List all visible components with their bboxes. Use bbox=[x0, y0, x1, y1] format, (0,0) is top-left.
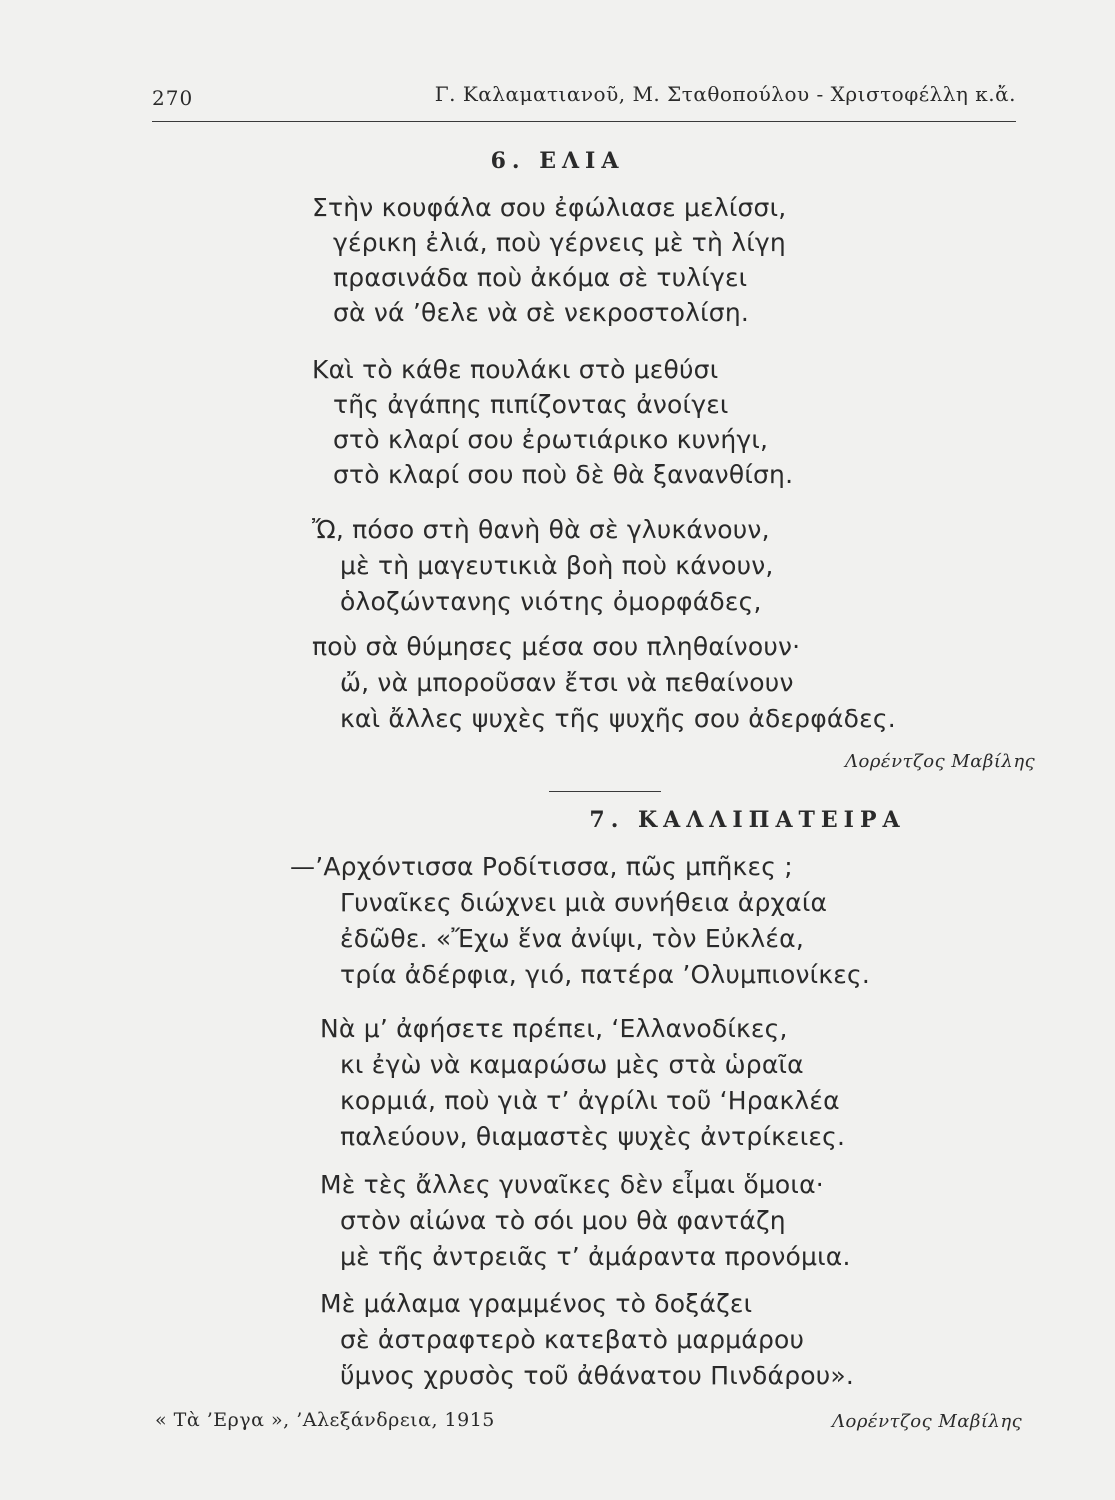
poem-line: σὰ νά ’θελε νὰ σὲ νεκροστολίση. bbox=[333, 298, 750, 327]
poem-line: Μὲ μάλαμα γραμμένος τὸ δοξάζει bbox=[320, 1289, 753, 1318]
poem-line: παλεύουν, θιαμαστὲς ψυχὲς ἀντρίκειες. bbox=[340, 1122, 846, 1151]
poem-line: Μὲ τὲς ἄλλες γυναῖκες δὲν εἶμαι ὅμοια· bbox=[320, 1170, 824, 1199]
poem-line: γέρικη ἐλιά, ποὺ γέρνεις μὲ τὴ λίγη bbox=[333, 228, 786, 257]
poem-line: μὲ τῆς ἀντρειᾶς τ’ ἀμάραντα προνόμια. bbox=[340, 1242, 851, 1271]
poem-line: πρασινάδα ποὺ ἀκόμα σὲ τυλίγει bbox=[333, 263, 748, 292]
poem-line: Στὴν κουφάλα σου ἐφώλιασε μελίσσι, bbox=[312, 193, 787, 222]
running-head: Γ. Καλαματιανοῦ, Μ. Σταθοπούλου - Χριστοφέλλη κ.ἄ. bbox=[434, 82, 1016, 106]
poem-author: Λορέντζος Μαβίλης bbox=[832, 1411, 1023, 1432]
poem-line: ἐδῶθε. «Ἔχω ἕνα ἀνίψι, τὸν Εὐκλέα, bbox=[340, 924, 804, 953]
poem-title: 6. ΕΛΙΑ bbox=[490, 148, 625, 174]
poem-line: σὲ ἀστραφτερὸ κατεβατὸ μαρμάρου bbox=[340, 1325, 805, 1354]
poem-line: κι ἐγὼ νὰ καμαρώσω μὲς στὰ ὡραῖα bbox=[340, 1050, 804, 1079]
poem-line: στὸ κλαρί σου ἐρωτιάρικο κυνήγι, bbox=[333, 425, 769, 454]
poem-line: κορμιά, ποὺ γιὰ τ’ ἀγρίλι τοῦ ‘Ηρακλέα bbox=[340, 1086, 840, 1115]
poem-line: Γυναῖκες διώχνει μιὰ συνήθεια ἀρχαία bbox=[340, 888, 828, 917]
poem-line: τρία ἀδέρφια, γιό, πατέρα ’Ολυμπιονίκες. bbox=[340, 960, 871, 989]
poem-line: Νὰ μ’ ἀφήσετε πρέπει, ‘Ελλανοδίκες, bbox=[320, 1014, 788, 1043]
page-number: 270 bbox=[152, 86, 194, 110]
poem-line: στὸν αἰώνα τὸ σόι μου θὰ φαντάζη bbox=[340, 1206, 786, 1235]
poem-line: τῆς ἀγάπης πιπίζοντας ἀνοίγει bbox=[333, 390, 729, 419]
header-rule bbox=[152, 121, 1016, 122]
poem-line: —’Αρχόντισσα Ροδίτισσα, πῶς μπῆκες ; bbox=[290, 852, 793, 881]
poem-line: μὲ τὴ μαγευτικιὰ βοὴ ποὺ κάνουν, bbox=[340, 551, 774, 580]
poem-line: καὶ ἄλλες ψυχὲς τῆς ψυχῆς σου ἀδερφάδες. bbox=[340, 704, 896, 733]
poem-line: ὤ, νὰ μποροῦσαν ἔτσι νὰ πεθαίνουν bbox=[340, 668, 794, 697]
poem-title: 7. ΚΑΛΛΙΠΑΤΕΙΡΑ bbox=[589, 807, 906, 833]
poem-line: ὕμνος χρυσὸς τοῦ ἀθάνατου Πινδάρου». bbox=[340, 1361, 855, 1390]
poem-line: Ὤ, πόσο στὴ θανὴ θὰ σὲ γλυκάνουν, bbox=[312, 515, 770, 544]
poem-line: Καὶ τὸ κάθε πουλάκι στὸ μεθύσι bbox=[312, 355, 719, 384]
section-separator bbox=[549, 791, 661, 792]
source-citation: « Τὰ ’Εργα », ’Αλεξάνδρεια, 1915 bbox=[155, 1409, 495, 1431]
poem-author: Λορέντζος Μαβίλης bbox=[845, 751, 1036, 772]
poem-line: ὁλοζώντανης νιότης ὀμορφάδες, bbox=[340, 587, 762, 616]
page-header bbox=[152, 78, 1016, 118]
poem-line: στὸ κλαρί σου ποὺ δὲ θὰ ξανανθίση. bbox=[333, 460, 794, 489]
poem-line: ποὺ σὰ θύμησες μέσα σου πληθαίνουν· bbox=[312, 632, 801, 661]
